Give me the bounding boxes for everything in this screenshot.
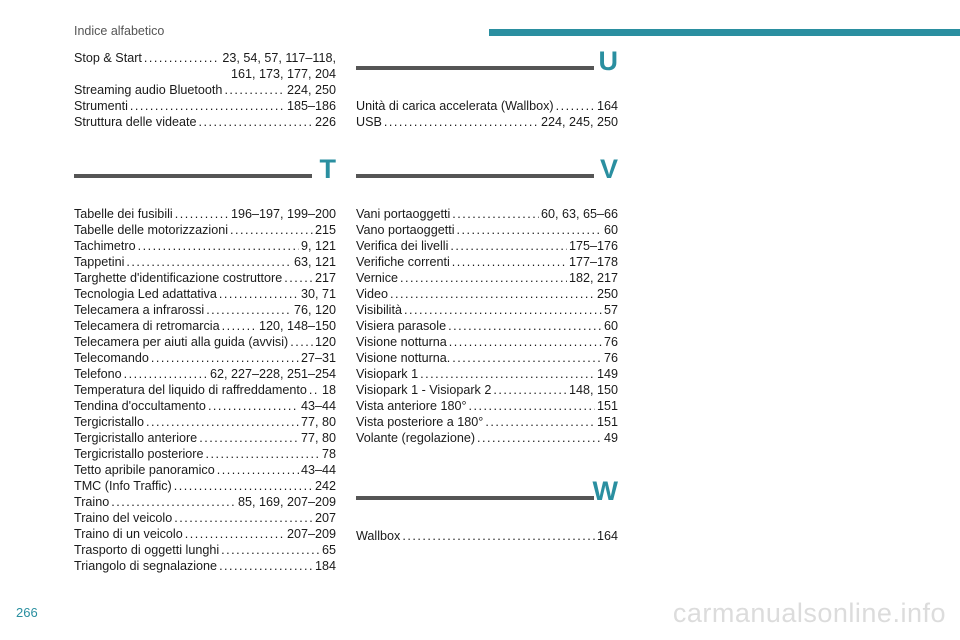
dot-leader bbox=[208, 398, 299, 414]
index-term: Traino bbox=[74, 495, 110, 509]
dot-leader bbox=[219, 558, 313, 574]
index-entry: Stop & Start . . . 23, 54, 57, 117–118, bbox=[74, 50, 336, 66]
index-pages: 164 bbox=[596, 99, 618, 113]
dot-leader bbox=[469, 398, 595, 414]
index-term: Tendina d'occultamento bbox=[74, 399, 206, 413]
index-term: Volante (regolazione) bbox=[356, 431, 476, 445]
index-term: Traino del veicolo bbox=[74, 511, 173, 525]
index-pages: 215 bbox=[314, 223, 336, 237]
index-term: Visiopark 1 bbox=[356, 367, 419, 381]
index-pages: 77, 80 bbox=[300, 415, 336, 429]
index-entry bbox=[74, 510, 336, 526]
index-entry bbox=[74, 526, 336, 542]
dot-leader bbox=[138, 238, 299, 254]
dot-leader bbox=[420, 366, 595, 382]
index-term: Telefono bbox=[74, 367, 122, 381]
index-term: Vista posteriore a 180° bbox=[356, 415, 484, 429]
index-pages: 196–197, 199–200 bbox=[230, 207, 336, 221]
index-pages: 18 bbox=[321, 383, 336, 397]
index-pages: 78 bbox=[321, 447, 336, 461]
dot-leader bbox=[185, 526, 285, 542]
index-term: Tabelle delle motorizzazioni bbox=[74, 223, 229, 237]
index-pages: 49 bbox=[603, 431, 618, 445]
index-pages: 148, 150 bbox=[568, 383, 618, 397]
index-term: Visione notturna bbox=[356, 335, 447, 349]
index-pages: 207–209 bbox=[286, 527, 336, 541]
index-term: Tabelle dei fusibili bbox=[74, 207, 173, 221]
dot-leader bbox=[124, 366, 208, 382]
dot-leader bbox=[452, 254, 567, 270]
index-entry bbox=[74, 318, 336, 334]
index-pages: 57 bbox=[603, 303, 618, 317]
index-term: Vista anteriore 180° bbox=[356, 399, 467, 413]
dot-leader bbox=[174, 510, 313, 526]
index-term: Targhette d'identificazione costruttore bbox=[74, 271, 283, 285]
index-entry bbox=[74, 206, 336, 222]
index-pages: 224, 245, 250 bbox=[540, 115, 618, 129]
index-entry bbox=[356, 366, 618, 382]
index-term: Tergicristallo posteriore bbox=[74, 447, 204, 461]
section-heading-v bbox=[356, 150, 618, 206]
dot-leader bbox=[219, 286, 299, 302]
index-entry bbox=[74, 238, 336, 254]
index-term: Telecamera di retromarcia bbox=[74, 319, 220, 333]
index-pages: 30, 71 bbox=[300, 287, 336, 301]
index-term: Visibilità bbox=[356, 303, 402, 317]
index-term: Tergicristallo anteriore bbox=[74, 431, 198, 445]
index-term: Tetto apribile panoramico bbox=[74, 463, 215, 477]
index-entry bbox=[356, 286, 618, 302]
index-term: Tergicristallo bbox=[74, 415, 144, 429]
index-entry bbox=[74, 478, 336, 494]
dot-leader bbox=[146, 414, 299, 430]
index-term: Visione notturna. bbox=[356, 351, 451, 365]
index-entry bbox=[74, 542, 336, 558]
index-entry bbox=[356, 98, 618, 114]
index-entry bbox=[74, 558, 336, 574]
index-term: Wallbox bbox=[356, 529, 401, 543]
index-entry bbox=[74, 286, 336, 302]
index-entry bbox=[74, 430, 336, 446]
index-entry bbox=[356, 302, 618, 318]
index-pages: 151 bbox=[596, 415, 618, 429]
dot-leader bbox=[449, 334, 602, 350]
index-entry bbox=[356, 350, 618, 366]
index-entry bbox=[74, 254, 336, 270]
section-heading-t bbox=[74, 150, 336, 206]
index-term: Traino di un veicolo bbox=[74, 527, 183, 541]
section-rule bbox=[356, 66, 594, 70]
index-entry bbox=[74, 462, 336, 478]
index-term: Triangolo di segnalazione bbox=[74, 559, 218, 573]
section-letter: T bbox=[319, 154, 336, 184]
index-term: Verifiche correnti bbox=[356, 255, 450, 269]
index-term: Telecamera a infrarossi bbox=[74, 303, 205, 317]
index-pages: 182, 217 bbox=[568, 271, 618, 285]
index-term: Tecnologia Led adattativa bbox=[74, 287, 217, 301]
index-term: Visiopark 1 - Visiopark 2 bbox=[356, 383, 492, 397]
index-entry bbox=[74, 382, 336, 398]
index-term: Vani portaoggetti bbox=[356, 207, 451, 221]
index-pages: 60, 63, 65–66 bbox=[540, 207, 618, 221]
index-entry bbox=[356, 430, 618, 446]
dot-leader bbox=[493, 382, 567, 398]
header-title: Indice alfabetico bbox=[74, 24, 165, 38]
dot-leader bbox=[151, 350, 299, 366]
index-entry bbox=[74, 366, 336, 382]
index-term: Visiera parasole bbox=[356, 319, 447, 333]
dot-leader bbox=[400, 270, 567, 286]
index-entry bbox=[356, 114, 618, 130]
index-term: Video bbox=[356, 287, 388, 301]
index-pages: 60 bbox=[603, 223, 618, 237]
index-term: Tachimetro bbox=[74, 239, 136, 253]
index-entry: Streaming audio Bluetooth . . . 224, 250 bbox=[74, 82, 336, 98]
index-term: USB bbox=[356, 115, 382, 129]
dot-leader bbox=[309, 382, 320, 398]
dot-leader bbox=[174, 478, 313, 494]
index-entry bbox=[356, 254, 618, 270]
dot-leader bbox=[556, 98, 595, 114]
dot-leader bbox=[221, 542, 320, 558]
index-entry bbox=[356, 382, 618, 398]
index-pages: 120, 148–150 bbox=[258, 319, 336, 333]
index-term: TMC (Info Traffic) bbox=[74, 479, 172, 493]
index-entry bbox=[74, 302, 336, 318]
index-group-t bbox=[74, 206, 336, 574]
index-pages: 65 bbox=[321, 543, 336, 557]
index-term: Vernice bbox=[356, 271, 399, 285]
index-pages: 43–44 bbox=[300, 463, 336, 477]
dot-leader bbox=[402, 528, 595, 544]
watermark: carmanualsonline.info bbox=[672, 598, 946, 628]
dot-leader bbox=[404, 302, 602, 318]
dot-leader bbox=[452, 350, 602, 366]
index-entry bbox=[356, 528, 618, 544]
dot-leader bbox=[450, 238, 567, 254]
section-rule bbox=[356, 174, 594, 178]
index-pages: 207 bbox=[314, 511, 336, 525]
index-pages: 62, 227–228, 251–254 bbox=[209, 367, 336, 381]
index-group-u bbox=[356, 98, 618, 130]
dot-leader bbox=[477, 430, 602, 446]
index-pages: 76 bbox=[603, 351, 618, 365]
index-term: Vano portaoggetti bbox=[356, 223, 455, 237]
index-pages: 250 bbox=[596, 287, 618, 301]
dot-leader bbox=[485, 414, 595, 430]
index-group-w bbox=[356, 528, 618, 544]
dot-leader bbox=[111, 494, 236, 510]
dot-leader bbox=[284, 270, 313, 286]
header-accent-bar bbox=[489, 29, 960, 36]
index-entry: Strumenti . . . 185–186 bbox=[74, 98, 336, 114]
index-entry bbox=[74, 350, 336, 366]
section-rule bbox=[356, 496, 594, 500]
index-term: Telecamera per aiuti alla guida (avvisi) bbox=[74, 335, 289, 349]
index-term: Verifica dei livelli bbox=[356, 239, 449, 253]
index-pages: 175–176 bbox=[568, 239, 618, 253]
section-heading-u bbox=[356, 42, 618, 98]
section-letter: U bbox=[598, 46, 618, 76]
index-pages: 177–178 bbox=[568, 255, 618, 269]
index-term: Trasporto di oggetti lunghi bbox=[74, 543, 220, 557]
dot-leader bbox=[217, 462, 299, 478]
index-pages: 164 bbox=[596, 529, 618, 543]
dot-leader bbox=[126, 254, 292, 270]
dot-leader bbox=[199, 430, 299, 446]
index-entry bbox=[356, 270, 618, 286]
index-entry: Struttura delle videate . . . 226 bbox=[74, 114, 336, 130]
dot-leader bbox=[390, 286, 595, 302]
index-pages: 76, 120 bbox=[293, 303, 336, 317]
index-entry bbox=[74, 398, 336, 414]
dot-leader bbox=[457, 222, 602, 238]
page-number: 266 bbox=[16, 605, 38, 620]
index-entry bbox=[356, 206, 618, 222]
dot-leader bbox=[206, 302, 292, 318]
dot-leader bbox=[175, 206, 229, 222]
index-entry-continuation: 161, 173, 177, 204 bbox=[230, 67, 336, 81]
dot-leader bbox=[452, 206, 539, 222]
index-pages: 120 bbox=[314, 335, 336, 349]
index-entry bbox=[74, 446, 336, 462]
index-entry bbox=[74, 222, 336, 238]
index-entry bbox=[356, 238, 618, 254]
index-pages: 151 bbox=[596, 399, 618, 413]
index-entry bbox=[356, 222, 618, 238]
index-column-right bbox=[356, 46, 618, 544]
section-letter: V bbox=[599, 154, 618, 184]
index-pages: 43–44 bbox=[300, 399, 336, 413]
index-pages: 77, 80 bbox=[300, 431, 336, 445]
index-term: Telecomando bbox=[74, 351, 149, 365]
dot-leader bbox=[222, 318, 257, 334]
index-entry bbox=[356, 414, 618, 430]
dot-leader bbox=[206, 446, 320, 462]
section-rule bbox=[74, 174, 312, 178]
index-entry bbox=[74, 414, 336, 430]
index-pages: 63, 121 bbox=[293, 255, 336, 269]
index-group-s bbox=[74, 50, 336, 130]
index-entry bbox=[74, 334, 336, 350]
section-letter: W bbox=[592, 476, 618, 506]
index-entry bbox=[74, 270, 336, 286]
index-pages: 9, 121 bbox=[300, 239, 336, 253]
index-pages: 217 bbox=[314, 271, 336, 285]
index-pages: 76 bbox=[603, 335, 618, 349]
index-pages: 85, 169, 207–209 bbox=[237, 495, 336, 509]
index-pages: 27–31 bbox=[300, 351, 336, 365]
index-column-left bbox=[74, 50, 336, 574]
index-pages: 149 bbox=[596, 367, 618, 381]
index-term: Temperatura del liquido di raffreddamento bbox=[74, 383, 307, 397]
dot-leader bbox=[384, 114, 539, 130]
index-term: Unità di carica accelerata (Wallbox) bbox=[356, 99, 554, 113]
index-entry bbox=[356, 334, 618, 350]
index-entry bbox=[356, 318, 618, 334]
index-entry bbox=[74, 494, 336, 510]
index-entry bbox=[356, 398, 618, 414]
dot-leader bbox=[290, 334, 313, 350]
index-pages: 184 bbox=[314, 559, 336, 573]
dot-leader bbox=[448, 318, 602, 334]
index-term: Tappetini bbox=[74, 255, 125, 269]
index-pages: 242 bbox=[314, 479, 336, 493]
section-heading-w bbox=[356, 472, 618, 528]
dot-leader bbox=[230, 222, 313, 238]
index-pages: 60 bbox=[603, 319, 618, 333]
index-group-v bbox=[356, 206, 618, 446]
